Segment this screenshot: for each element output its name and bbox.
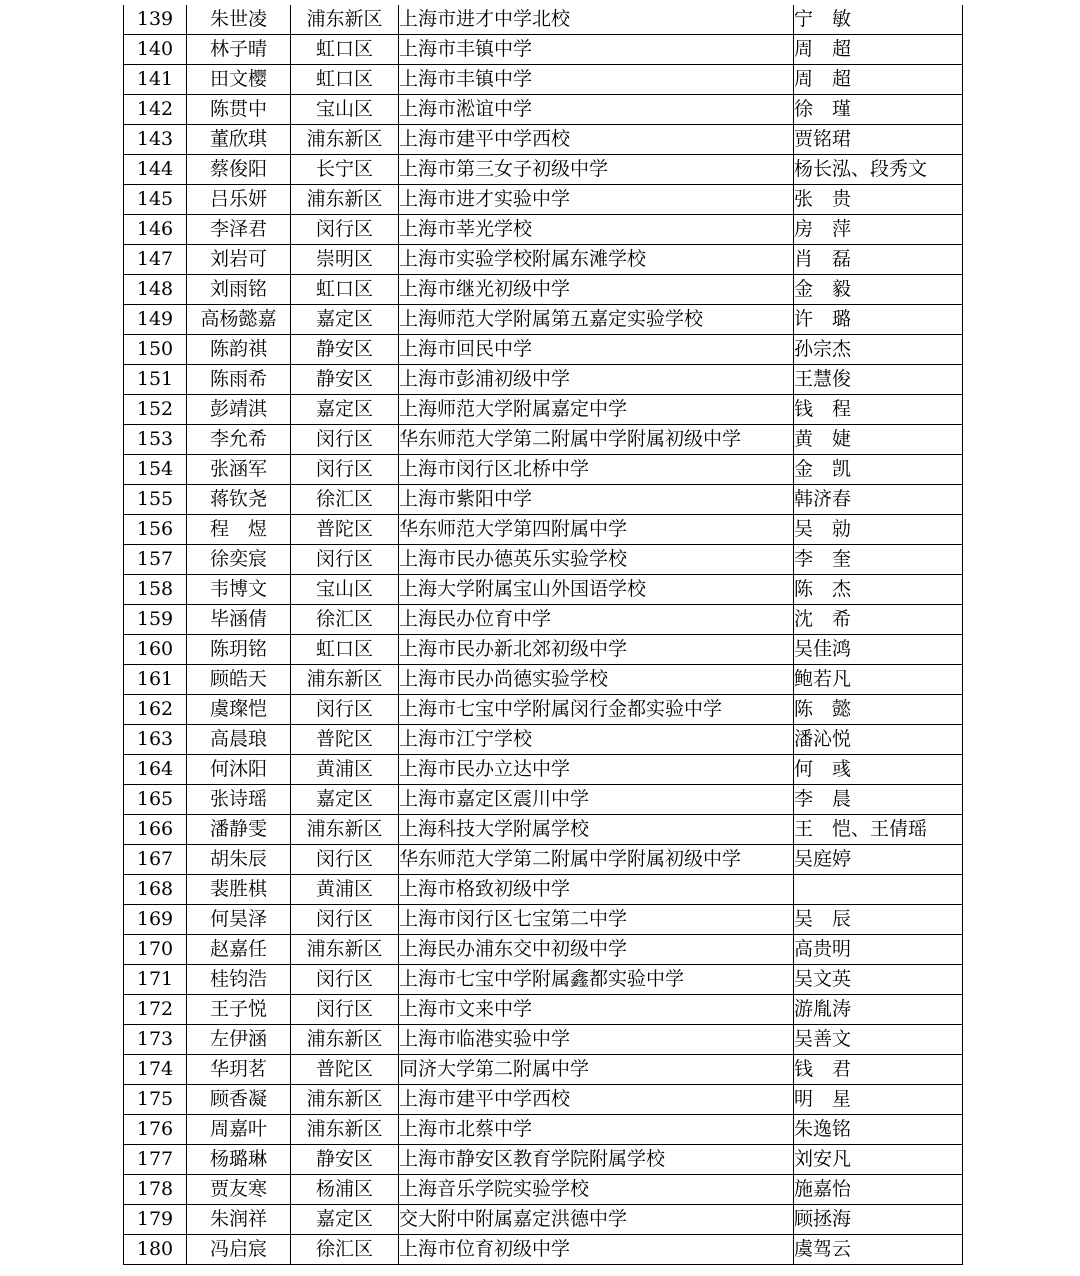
- row-number-cell: 154: [124, 455, 187, 485]
- teacher-cell: 周 超: [794, 65, 963, 95]
- row-number-cell: 139: [124, 5, 187, 35]
- district-cell: 浦东新区: [291, 1085, 399, 1115]
- row-number-cell: 151: [124, 365, 187, 395]
- student-name-cell: 蒋钦尧: [187, 485, 291, 515]
- district-cell: 宝山区: [291, 95, 399, 125]
- table-row: [124, 335, 963, 365]
- row-number-cell: 176: [124, 1115, 187, 1145]
- student-name-cell: 林子晴: [187, 35, 291, 65]
- row-number-cell: 179: [124, 1205, 187, 1235]
- row-number-cell: 158: [124, 575, 187, 605]
- table-row: [124, 545, 963, 575]
- school-cell: 华东师范大学第四附属中学: [399, 515, 794, 545]
- school-cell: 上海市民办新北郊初级中学: [399, 635, 794, 665]
- district-cell: 静安区: [291, 335, 399, 365]
- row-number-cell: 150: [124, 335, 187, 365]
- teacher-cell: 肖 磊: [794, 245, 963, 275]
- row-number-cell: 169: [124, 905, 187, 935]
- teacher-cell: 金 凯: [794, 455, 963, 485]
- district-cell: 虹口区: [291, 275, 399, 305]
- row-number-cell: 180: [124, 1235, 187, 1265]
- student-name-cell: 陈雨希: [187, 365, 291, 395]
- teacher-cell: 金 毅: [794, 275, 963, 305]
- table-row: [124, 65, 963, 95]
- student-name-cell: 徐奕宸: [187, 545, 291, 575]
- school-cell: 上海市莘光学校: [399, 215, 794, 245]
- table-row: [124, 185, 963, 215]
- table-row: [124, 1175, 963, 1205]
- teacher-cell: 吴文英: [794, 965, 963, 995]
- school-cell: 上海市北蔡中学: [399, 1115, 794, 1145]
- teacher-cell: 徐 瑾: [794, 95, 963, 125]
- student-name-cell: 张诗瑶: [187, 785, 291, 815]
- student-name-cell: 赵嘉任: [187, 935, 291, 965]
- student-name-cell: 田文樱: [187, 65, 291, 95]
- district-cell: 浦东新区: [291, 665, 399, 695]
- table-row: [124, 965, 963, 995]
- table-row: [124, 1115, 963, 1145]
- school-cell: 上海音乐学院实验学校: [399, 1175, 794, 1205]
- school-cell: 上海市民办尚德实验学校: [399, 665, 794, 695]
- student-name-cell: 朱世凌: [187, 5, 291, 35]
- roster-table: [123, 5, 963, 1265]
- table-row: [124, 155, 963, 185]
- table-row: [124, 365, 963, 395]
- student-name-cell: 朱润祥: [187, 1205, 291, 1235]
- teacher-cell: 李 奎: [794, 545, 963, 575]
- student-name-cell: 程 煜: [187, 515, 291, 545]
- teacher-cell: 宁 敏: [794, 5, 963, 35]
- teacher-cell: 杨长泓、段秀文: [794, 155, 963, 185]
- row-number-cell: 170: [124, 935, 187, 965]
- teacher-cell: 陈 懿: [794, 695, 963, 725]
- teacher-cell: 吴善文: [794, 1025, 963, 1055]
- student-name-cell: 陈玥铭: [187, 635, 291, 665]
- table-row: [124, 605, 963, 635]
- teacher-cell: 刘安凡: [794, 1145, 963, 1175]
- district-cell: 浦东新区: [291, 1115, 399, 1145]
- district-cell: 崇明区: [291, 245, 399, 275]
- school-cell: 上海市淞谊中学: [399, 95, 794, 125]
- row-number-cell: 160: [124, 635, 187, 665]
- district-cell: 闵行区: [291, 695, 399, 725]
- teacher-cell: 顾拯海: [794, 1205, 963, 1235]
- school-cell: 上海科技大学附属学校: [399, 815, 794, 845]
- district-cell: 黄浦区: [291, 875, 399, 905]
- row-number-cell: 178: [124, 1175, 187, 1205]
- school-cell: 上海民办浦东交中初级中学: [399, 935, 794, 965]
- row-number-cell: 164: [124, 755, 187, 785]
- table-row: [124, 725, 963, 755]
- student-name-cell: 陈韵祺: [187, 335, 291, 365]
- district-cell: 闵行区: [291, 455, 399, 485]
- district-cell: 虹口区: [291, 65, 399, 95]
- teacher-cell: 房 萍: [794, 215, 963, 245]
- teacher-cell: 鲍若凡: [794, 665, 963, 695]
- row-number-cell: 173: [124, 1025, 187, 1055]
- row-number-cell: 161: [124, 665, 187, 695]
- school-cell: 上海市继光初级中学: [399, 275, 794, 305]
- table-row: [124, 635, 963, 665]
- student-name-cell: 高杨懿嘉: [187, 305, 291, 335]
- row-number-cell: 147: [124, 245, 187, 275]
- school-cell: 上海市临港实验中学: [399, 1025, 794, 1055]
- row-number-cell: 146: [124, 215, 187, 245]
- teacher-cell: 虞驾云: [794, 1235, 963, 1265]
- student-name-cell: 华玥茗: [187, 1055, 291, 1085]
- student-name-cell: 潘静雯: [187, 815, 291, 845]
- district-cell: 嘉定区: [291, 1205, 399, 1235]
- school-cell: 上海市建平中学西校: [399, 1085, 794, 1115]
- district-cell: 浦东新区: [291, 815, 399, 845]
- district-cell: 徐汇区: [291, 1235, 399, 1265]
- district-cell: 浦东新区: [291, 5, 399, 35]
- district-cell: 浦东新区: [291, 125, 399, 155]
- student-name-cell: 冯启宸: [187, 1235, 291, 1265]
- student-name-cell: 胡朱辰: [187, 845, 291, 875]
- student-name-cell: 李允希: [187, 425, 291, 455]
- row-number-cell: 177: [124, 1145, 187, 1175]
- district-cell: 闵行区: [291, 215, 399, 245]
- school-cell: 上海市建平中学西校: [399, 125, 794, 155]
- school-cell: 华东师范大学第二附属中学附属初级中学: [399, 845, 794, 875]
- student-name-cell: 贾友寒: [187, 1175, 291, 1205]
- district-cell: 长宁区: [291, 155, 399, 185]
- table-row: [124, 905, 963, 935]
- row-number-cell: 156: [124, 515, 187, 545]
- school-cell: 上海市丰镇中学: [399, 65, 794, 95]
- district-cell: 闵行区: [291, 995, 399, 1025]
- teacher-cell: 游胤涛: [794, 995, 963, 1025]
- student-name-cell: 何沐阳: [187, 755, 291, 785]
- student-name-cell: 桂钧浩: [187, 965, 291, 995]
- row-number-cell: 142: [124, 95, 187, 125]
- student-name-cell: 顾皓天: [187, 665, 291, 695]
- table-row: [124, 395, 963, 425]
- student-name-cell: 杨璐琳: [187, 1145, 291, 1175]
- teacher-cell: 王 恺、王倩瑶: [794, 815, 963, 845]
- school-cell: 上海市嘉定区震川中学: [399, 785, 794, 815]
- row-number-cell: 149: [124, 305, 187, 335]
- student-name-cell: 顾香凝: [187, 1085, 291, 1115]
- row-number-cell: 157: [124, 545, 187, 575]
- row-number-cell: 171: [124, 965, 187, 995]
- school-cell: 上海市实验学校附属东滩学校: [399, 245, 794, 275]
- table-row: [124, 875, 963, 905]
- district-cell: 宝山区: [291, 575, 399, 605]
- row-number-cell: 175: [124, 1085, 187, 1115]
- district-cell: 虹口区: [291, 35, 399, 65]
- row-number-cell: 165: [124, 785, 187, 815]
- teacher-cell: 吴庭婷: [794, 845, 963, 875]
- table-row: [124, 1205, 963, 1235]
- table-row: [124, 1235, 963, 1265]
- student-name-cell: 李泽君: [187, 215, 291, 245]
- school-cell: 上海民办位育中学: [399, 605, 794, 635]
- table-row: [124, 455, 963, 485]
- table-row: [124, 1055, 963, 1085]
- student-name-cell: 左伊涵: [187, 1025, 291, 1055]
- school-cell: 上海市闵行区北桥中学: [399, 455, 794, 485]
- school-cell: 上海师范大学附属第五嘉定实验学校: [399, 305, 794, 335]
- teacher-cell: 潘沁悦: [794, 725, 963, 755]
- row-number-cell: 152: [124, 395, 187, 425]
- table-row: [124, 215, 963, 245]
- table-row: [124, 995, 963, 1025]
- student-name-cell: 毕涵倩: [187, 605, 291, 635]
- school-cell: 上海市七宝中学附属闵行金都实验中学: [399, 695, 794, 725]
- table-row: [124, 1085, 963, 1115]
- school-cell: 同济大学第二附属中学: [399, 1055, 794, 1085]
- row-number-cell: 148: [124, 275, 187, 305]
- student-name-cell: 彭靖淇: [187, 395, 291, 425]
- teacher-cell: 吴 辰: [794, 905, 963, 935]
- table-row: [124, 695, 963, 725]
- roster-table-body: [124, 5, 963, 1265]
- school-cell: 上海市位育初级中学: [399, 1235, 794, 1265]
- student-name-cell: 吕乐妍: [187, 185, 291, 215]
- school-cell: 上海市回民中学: [399, 335, 794, 365]
- district-cell: 闵行区: [291, 905, 399, 935]
- district-cell: 静安区: [291, 1145, 399, 1175]
- row-number-cell: 159: [124, 605, 187, 635]
- student-name-cell: 张涵军: [187, 455, 291, 485]
- teacher-cell: 张 贵: [794, 185, 963, 215]
- teacher-cell: 许 璐: [794, 305, 963, 335]
- teacher-cell: 朱逸铭: [794, 1115, 963, 1145]
- row-number-cell: 140: [124, 35, 187, 65]
- student-name-cell: 何昊泽: [187, 905, 291, 935]
- teacher-cell: 孙宗杰: [794, 335, 963, 365]
- student-name-cell: 刘岩可: [187, 245, 291, 275]
- table-row: [124, 125, 963, 155]
- student-name-cell: 陈贯中: [187, 95, 291, 125]
- student-name-cell: 王子悦: [187, 995, 291, 1025]
- teacher-cell: 贾铭珺: [794, 125, 963, 155]
- school-cell: 上海市江宁学校: [399, 725, 794, 755]
- teacher-cell: 钱 程: [794, 395, 963, 425]
- row-number-cell: 143: [124, 125, 187, 155]
- teacher-cell: 黄 婕: [794, 425, 963, 455]
- teacher-cell: 李 晨: [794, 785, 963, 815]
- district-cell: 静安区: [291, 365, 399, 395]
- teacher-cell: 何 彧: [794, 755, 963, 785]
- district-cell: 杨浦区: [291, 1175, 399, 1205]
- student-name-cell: 刘雨铭: [187, 275, 291, 305]
- table-row: [124, 1145, 963, 1175]
- row-number-cell: 155: [124, 485, 187, 515]
- district-cell: 虹口区: [291, 635, 399, 665]
- school-cell: 交大附中附属嘉定洪德中学: [399, 1205, 794, 1235]
- school-cell: 上海市闵行区七宝第二中学: [399, 905, 794, 935]
- teacher-cell: 韩济春: [794, 485, 963, 515]
- table-row: [124, 305, 963, 335]
- district-cell: 普陀区: [291, 1055, 399, 1085]
- student-name-cell: 裴胜棋: [187, 875, 291, 905]
- teacher-cell: 周 超: [794, 35, 963, 65]
- teacher-cell: 陈 杰: [794, 575, 963, 605]
- school-cell: 华东师范大学第二附属中学附属初级中学: [399, 425, 794, 455]
- row-number-cell: 144: [124, 155, 187, 185]
- row-number-cell: 174: [124, 1055, 187, 1085]
- student-name-cell: 虞璨恺: [187, 695, 291, 725]
- table-row: [124, 485, 963, 515]
- table-row: [124, 245, 963, 275]
- row-number-cell: 145: [124, 185, 187, 215]
- table-row: [124, 935, 963, 965]
- district-cell: 浦东新区: [291, 935, 399, 965]
- table-row: [124, 515, 963, 545]
- school-cell: 上海大学附属宝山外国语学校: [399, 575, 794, 605]
- school-cell: 上海市进才实验中学: [399, 185, 794, 215]
- school-cell: 上海市民办德英乐实验学校: [399, 545, 794, 575]
- student-name-cell: 周嘉叶: [187, 1115, 291, 1145]
- table-row: [124, 425, 963, 455]
- student-name-cell: 高晨琅: [187, 725, 291, 755]
- table-row: [124, 1025, 963, 1055]
- row-number-cell: 163: [124, 725, 187, 755]
- district-cell: 徐汇区: [291, 605, 399, 635]
- row-number-cell: 168: [124, 875, 187, 905]
- school-cell: 上海市格致初级中学: [399, 875, 794, 905]
- table-row: [124, 95, 963, 125]
- table-row: [124, 785, 963, 815]
- district-cell: 黄浦区: [291, 755, 399, 785]
- school-cell: 上海市彭浦初级中学: [399, 365, 794, 395]
- row-number-cell: 162: [124, 695, 187, 725]
- teacher-cell: 吴 勍: [794, 515, 963, 545]
- school-cell: 上海市静安区教育学院附属学校: [399, 1145, 794, 1175]
- school-cell: 上海市进才中学北校: [399, 5, 794, 35]
- school-cell: 上海市丰镇中学: [399, 35, 794, 65]
- district-cell: 浦东新区: [291, 1025, 399, 1055]
- district-cell: 闵行区: [291, 845, 399, 875]
- table-row: [124, 845, 963, 875]
- teacher-cell: 明 星: [794, 1085, 963, 1115]
- district-cell: 闵行区: [291, 425, 399, 455]
- district-cell: 嘉定区: [291, 305, 399, 335]
- school-cell: 上海市第三女子初级中学: [399, 155, 794, 185]
- row-number-cell: 141: [124, 65, 187, 95]
- teacher-cell: 高贵明: [794, 935, 963, 965]
- row-number-cell: 153: [124, 425, 187, 455]
- table-row: [124, 275, 963, 305]
- row-number-cell: 167: [124, 845, 187, 875]
- teacher-cell: 钱 君: [794, 1055, 963, 1085]
- table-row: [124, 35, 963, 65]
- table-row: [124, 575, 963, 605]
- teacher-cell: 吴佳鸿: [794, 635, 963, 665]
- teacher-cell: 王慧俊: [794, 365, 963, 395]
- table-row: [124, 815, 963, 845]
- district-cell: 徐汇区: [291, 485, 399, 515]
- district-cell: 普陀区: [291, 515, 399, 545]
- row-number-cell: 166: [124, 815, 187, 845]
- district-cell: 嘉定区: [291, 785, 399, 815]
- table-row: [124, 5, 963, 35]
- student-name-cell: 董欣琪: [187, 125, 291, 155]
- row-number-cell: 172: [124, 995, 187, 1025]
- school-cell: 上海市七宝中学附属鑫都实验中学: [399, 965, 794, 995]
- table-row: [124, 755, 963, 785]
- district-cell: 闵行区: [291, 965, 399, 995]
- district-cell: 嘉定区: [291, 395, 399, 425]
- district-cell: 闵行区: [291, 545, 399, 575]
- teacher-cell: 施嘉怡: [794, 1175, 963, 1205]
- district-cell: 普陀区: [291, 725, 399, 755]
- student-name-cell: 蔡俊阳: [187, 155, 291, 185]
- school-cell: 上海市民办立达中学: [399, 755, 794, 785]
- teacher-cell: [794, 875, 963, 905]
- table-row: [124, 665, 963, 695]
- teacher-cell: 沈 希: [794, 605, 963, 635]
- school-cell: 上海市文来中学: [399, 995, 794, 1025]
- student-name-cell: 韦博文: [187, 575, 291, 605]
- school-cell: 上海市紫阳中学: [399, 485, 794, 515]
- school-cell: 上海师范大学附属嘉定中学: [399, 395, 794, 425]
- district-cell: 浦东新区: [291, 185, 399, 215]
